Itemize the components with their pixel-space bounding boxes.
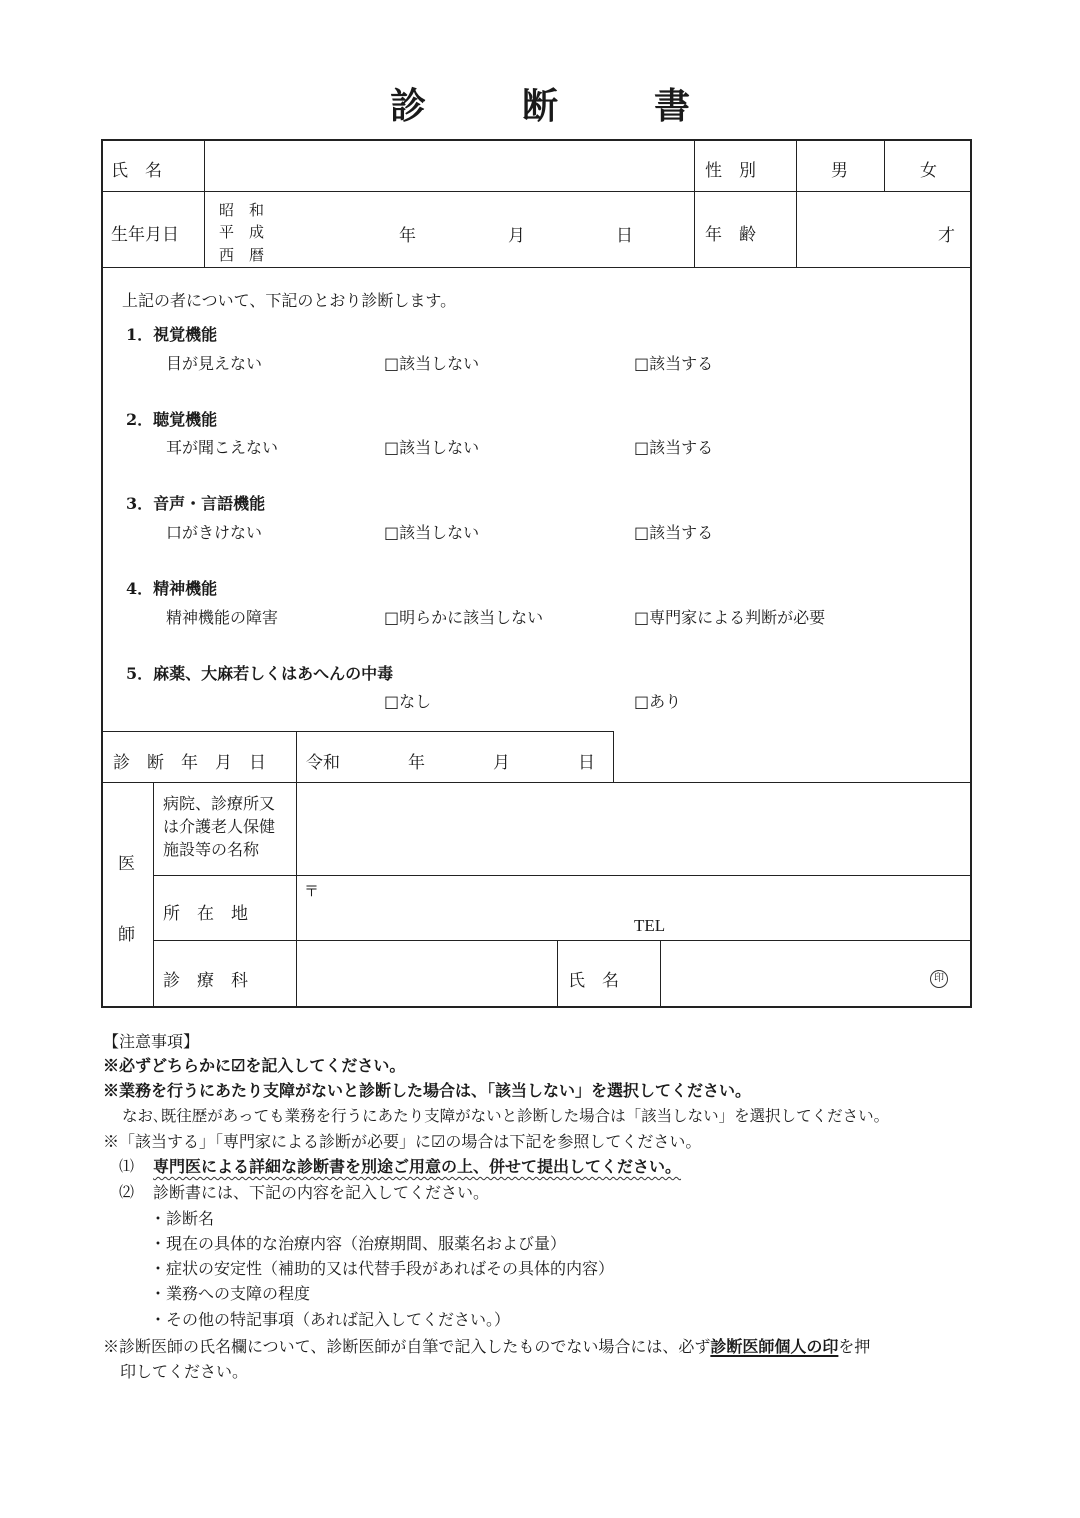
address-label: 所 在 地 <box>163 904 248 924</box>
title-char: 書 <box>654 85 691 127</box>
birth-month-unit: 月 <box>508 226 525 246</box>
hospital-label-line: 施設等の名称 <box>163 840 260 859</box>
address-field[interactable] <box>298 877 968 939</box>
col-divider <box>660 940 661 1008</box>
item-heading: 2．聴覚機能 <box>126 410 218 429</box>
item-heading: 1．視覚機能 <box>126 325 218 344</box>
name-label-text: 氏 名 <box>111 161 162 181</box>
item-heading: 5．麻薬、大麻若しくはあへんの中毒 <box>126 664 394 683</box>
col-divider <box>296 731 297 1008</box>
checkbox-needs-specialist[interactable]: □専門家による判断が必要 <box>634 608 826 627</box>
col-divider <box>796 139 797 268</box>
era-heisei[interactable]: 平 成 <box>219 223 265 241</box>
diag-month-unit: 月 <box>493 753 510 773</box>
doctor-side-label-bottom: 師 <box>118 925 135 945</box>
item-sub: 口がきけない <box>166 523 263 542</box>
table-border-left <box>101 139 103 1008</box>
sex-female-option[interactable]: 女 <box>920 161 937 181</box>
note-bullet: ・症状の安定性（補助的又は代替手段があればその具体的内容） <box>150 1259 615 1278</box>
row-divider <box>153 940 972 941</box>
age-unit: 才 <box>938 226 955 246</box>
table-border-bottom <box>101 1006 972 1008</box>
doctor-name-field[interactable] <box>662 942 922 1005</box>
sex-male-option[interactable]: 男 <box>831 161 848 181</box>
note-last-emphasis: 診断医師個人の印 <box>710 1337 839 1356</box>
item-sub: 精神機能の障害 <box>166 608 279 627</box>
note-line: ※「該当する」「専門家による診断が必要」に☑の場合は下記を参照してください。 <box>103 1132 702 1151</box>
sex-label: 性 別 <box>705 161 756 181</box>
checkbox-not-applicable[interactable]: □該当しない <box>384 354 480 373</box>
tel-label: TEL <box>634 916 666 935</box>
title-char: 診 <box>389 85 426 127</box>
notes-heading: 【注意事項】 <box>103 1032 200 1051</box>
department-field[interactable] <box>298 942 556 1005</box>
item-heading: 3．音声・言語機能 <box>126 494 266 513</box>
note-line: ※必ずどちらかに☑を記入してください。 <box>103 1056 406 1075</box>
hospital-name-field[interactable] <box>298 784 968 874</box>
department-label: 診 療 科 <box>163 971 248 991</box>
era-seireki[interactable]: 西 暦 <box>219 246 265 264</box>
birth-year-unit: 年 <box>399 226 416 246</box>
seal-mark <box>930 966 948 988</box>
checkbox-not-applicable[interactable]: □該当しない <box>384 523 480 542</box>
document-title <box>0 78 1080 129</box>
row-divider <box>101 731 614 732</box>
checkbox-none[interactable]: □なし <box>384 692 432 711</box>
note-last-pre: ※診断医師の氏名欄について、診断医師が自筆で記入したものでない場合には、必ず <box>103 1337 711 1356</box>
col-divider <box>694 139 695 268</box>
era-showa[interactable]: 昭 和 <box>219 201 265 219</box>
note-item-number: ⑴ <box>119 1157 135 1175</box>
checkbox-not-applicable[interactable]: □該当しない <box>384 438 480 457</box>
hospital-label-line: 病院、診療所又 <box>163 794 276 813</box>
table-border-right <box>970 139 972 1008</box>
intro-text: 上記の者について、下記のとおり診断します。 <box>122 291 457 310</box>
col-divider <box>557 940 558 1008</box>
seal-icon: 印 <box>930 970 948 988</box>
checkbox-applicable[interactable]: □該当する <box>634 523 714 542</box>
name-field[interactable] <box>206 141 692 190</box>
birth-day-unit: 日 <box>616 226 633 246</box>
hospital-label-line: は介護老人保健 <box>163 817 276 836</box>
row-divider <box>101 191 972 192</box>
col-divider <box>204 139 205 268</box>
note-item-number: ⑵ <box>119 1183 135 1201</box>
checkbox-applicable[interactable]: □該当する <box>634 438 714 457</box>
postal-mark: 〒 <box>304 882 320 900</box>
row-divider <box>101 782 972 783</box>
item-sub: 耳が聞こえない <box>166 438 279 457</box>
note-item-text: 診断書には、下記の内容を記入してください。 <box>153 1183 490 1202</box>
note-line: なお､既往歴があっても業務を行うにあたり支障がないと診断した場合は「該当しない」を選択してください。 <box>122 1107 890 1125</box>
note-last-post: を押 <box>838 1337 871 1356</box>
col-divider <box>153 782 154 1008</box>
col-divider <box>613 731 614 783</box>
note-bullet: ・診断名 <box>150 1209 215 1228</box>
note-bullet: ・現在の具体的な治療内容（治療期間、服薬名および量） <box>150 1234 567 1253</box>
diag-era: 令和 <box>306 753 340 773</box>
col-divider <box>884 139 885 191</box>
diag-year-unit: 年 <box>408 753 425 773</box>
item-sub: 目が見えない <box>166 354 263 373</box>
item-heading: 4．精神機能 <box>126 579 218 598</box>
note-last-line <box>103 1334 870 1357</box>
row-divider <box>101 267 972 268</box>
row-divider <box>153 875 972 876</box>
note-bullet: ・その他の特記事項（あれば記入してください。） <box>150 1310 511 1329</box>
note-item-text: 専門医による詳細な診断書を別途ご用意の上、併せて提出してください。 <box>153 1157 682 1176</box>
birth-label: 生年月日 <box>111 225 179 245</box>
checkbox-clearly-not-applicable[interactable]: □明らかに該当しない <box>384 608 544 627</box>
doctor-side-label-top: 医 <box>118 854 135 874</box>
title-char: 断 <box>521 85 558 127</box>
diag-day-unit: 日 <box>578 753 595 773</box>
name-label <box>111 156 195 181</box>
note-last-line-2: 印してください。 <box>120 1362 249 1381</box>
note-bullet: ・業務への支障の程度 <box>150 1284 311 1303</box>
diag-date-label: 診 断 年 月 日 <box>113 753 266 773</box>
note-line: ※業務を行うにあたり支障がないと診断した場合は、「該当しない」を選択してください。 <box>103 1081 752 1100</box>
age-label: 年 齢 <box>705 225 756 245</box>
doctor-name-label: 氏 名 <box>568 971 619 991</box>
checkbox-applicable[interactable]: □該当する <box>634 354 714 373</box>
checkbox-yes[interactable]: □あり <box>634 692 682 711</box>
